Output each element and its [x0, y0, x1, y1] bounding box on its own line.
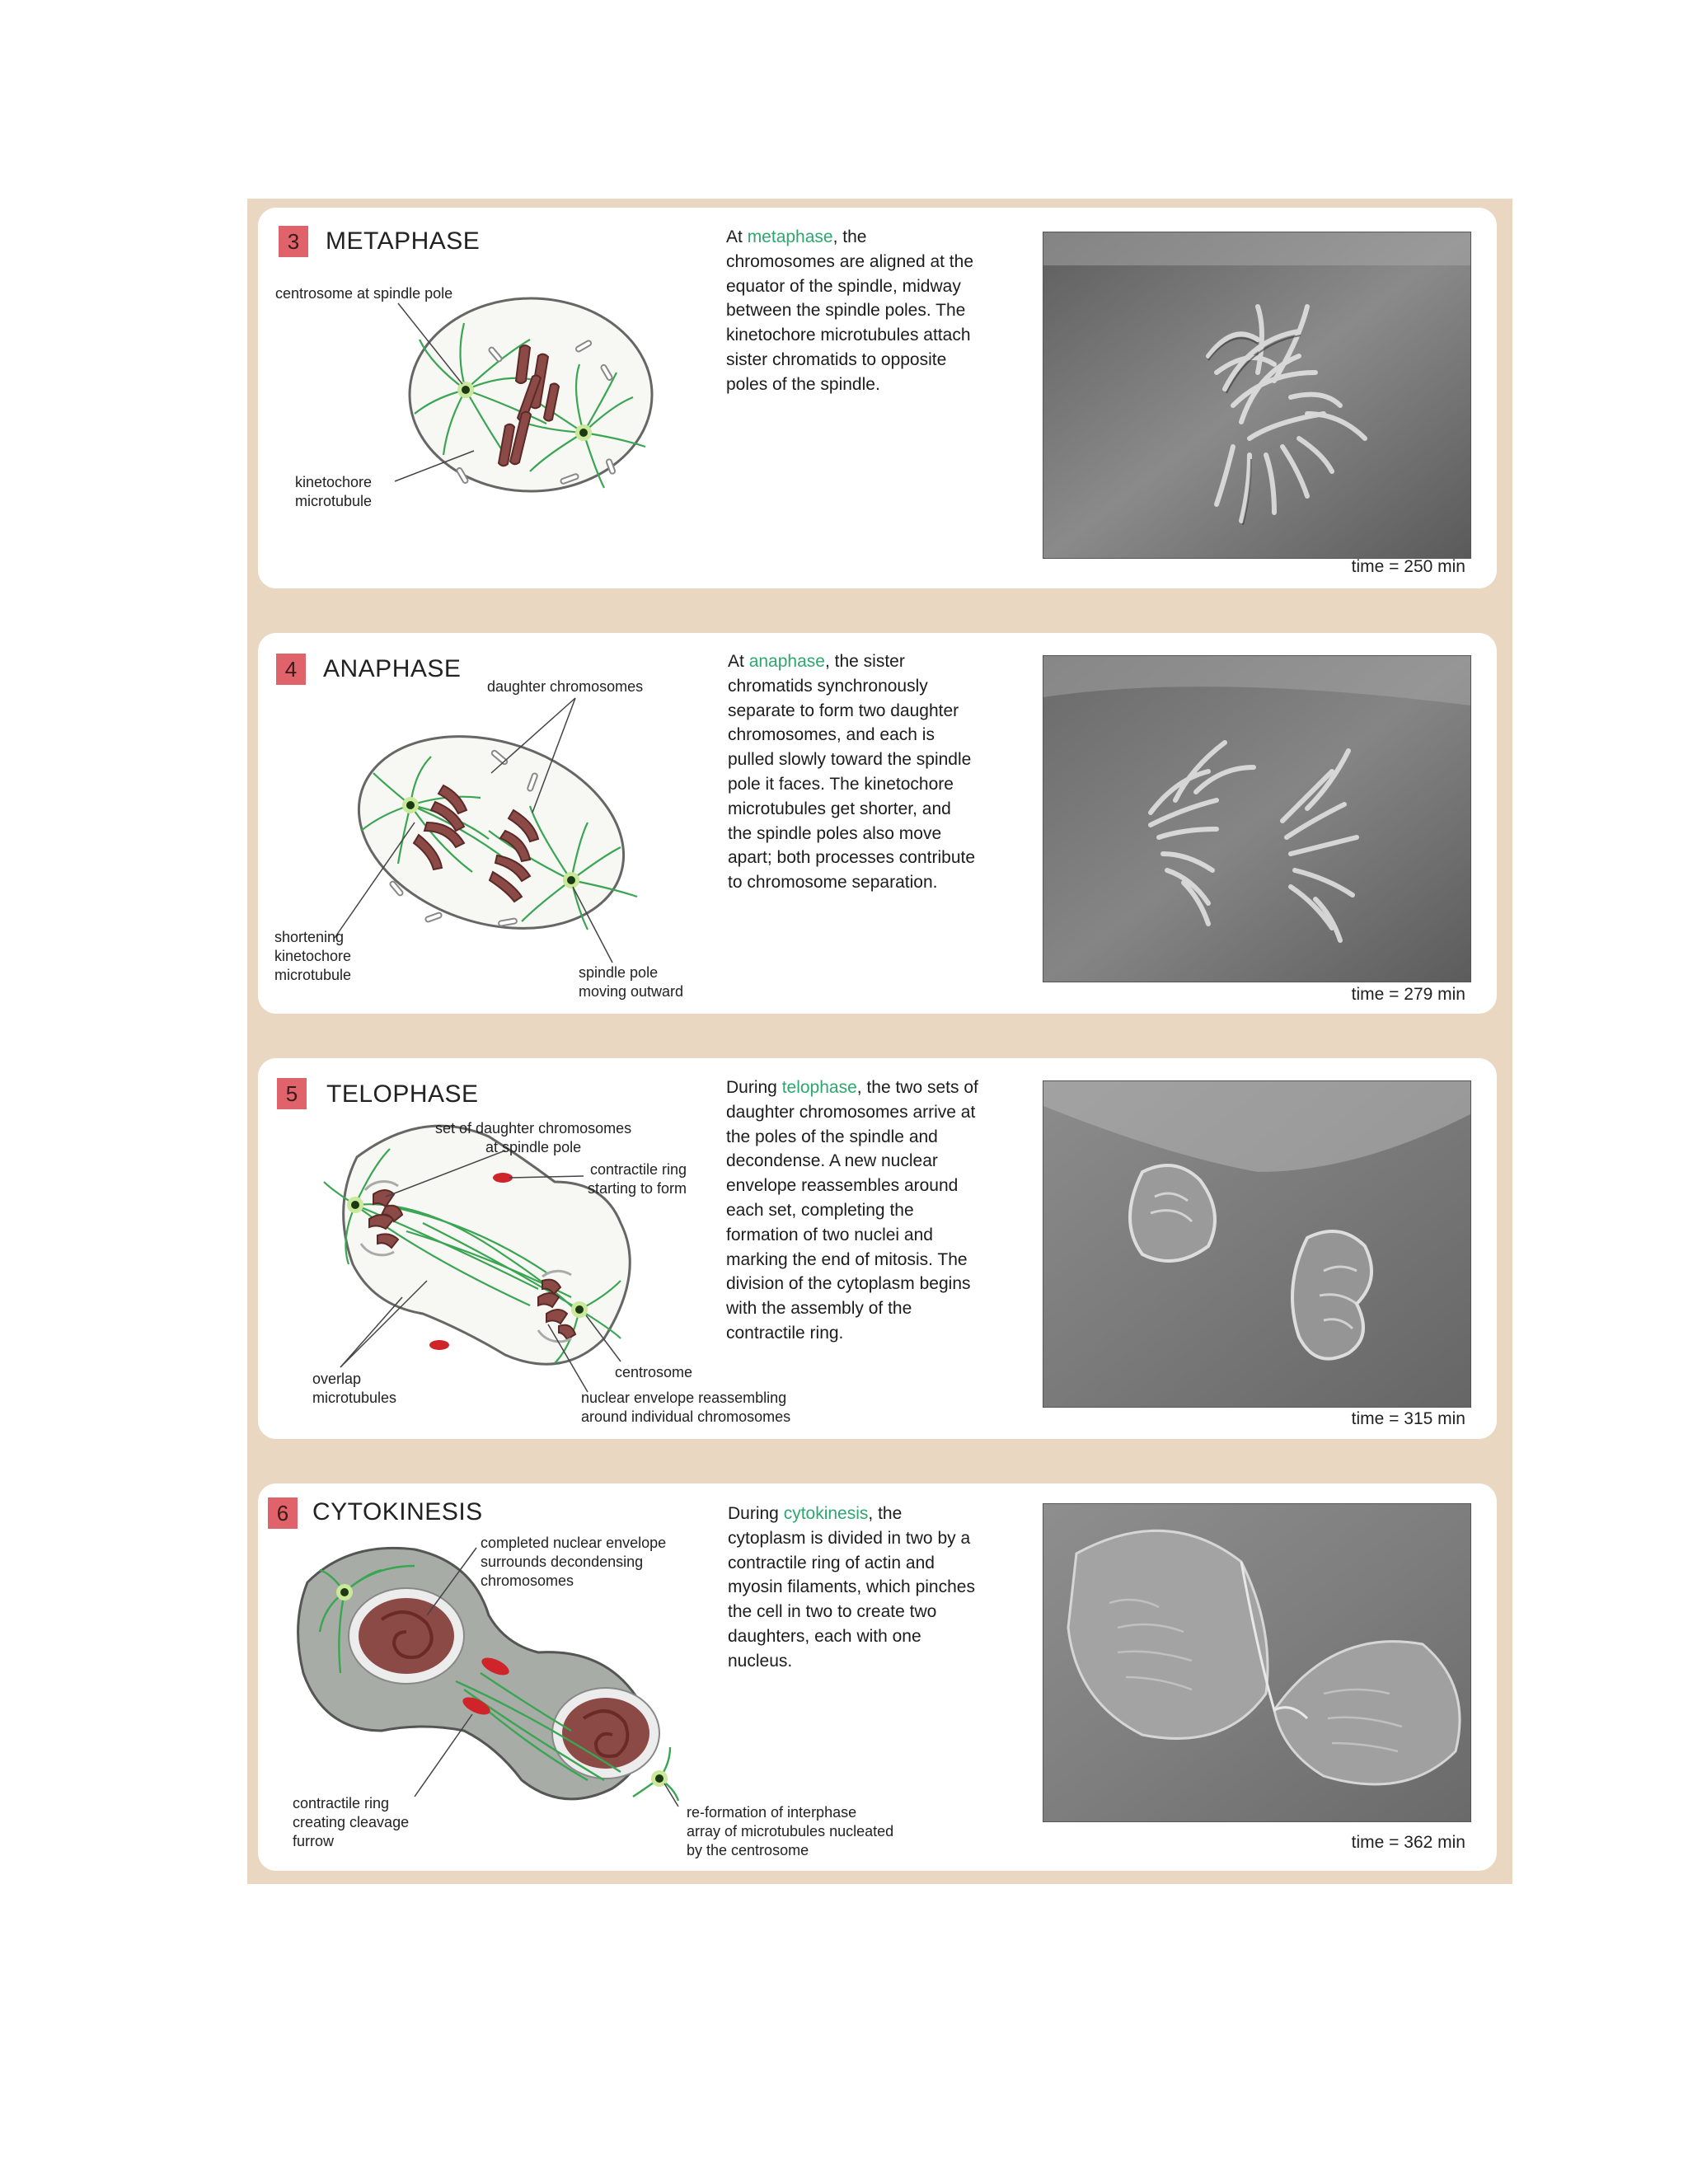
panel-title: TELOPHASE — [326, 1080, 479, 1108]
panel-metaphase — [258, 208, 1497, 588]
telophase-micrograph — [1043, 1080, 1471, 1408]
metaphase-diagram — [258, 208, 720, 588]
step-number-badge: 3 — [279, 226, 308, 257]
panel-description: At metaphase, the chromosomes are aligned at the equator of the spindle, midway between the spindle poles. The kinetochore microtubules attach sister chromatids to opposite poles of the spindle. — [726, 227, 973, 394]
panel-title: ANAPHASE — [323, 655, 462, 682]
label-centrosome: centrosome — [615, 1364, 693, 1380]
time-stamp: time = 362 min — [1351, 1833, 1465, 1852]
panel-description: During cytokinesis, the cytoplasm is divided in two by a contractile ring of actin and myosin filaments, which pinches the cell in two to create two daughters, each with one nucleus. — [728, 1504, 975, 1671]
anaphase-micrograph — [1043, 655, 1471, 982]
highlighted-term: cytokinesis — [783, 1504, 869, 1523]
label-interphase-microtubule-array: re-formation of interphase array of microtubules nucleated by the centrosome — [687, 1804, 894, 1858]
step-number-badge: 5 — [277, 1078, 307, 1109]
label-contractile-ring-forming: contractile ring starting to form — [588, 1161, 687, 1197]
panel-telophase — [258, 1058, 1497, 1439]
metaphase-micrograph — [1043, 232, 1471, 559]
label-centrosome-spindle-pole: centrosome at spindle pole — [275, 285, 453, 302]
label-contractile-ring-cleavage-furrow: contractile ring creating cleavage furrow — [293, 1795, 410, 1849]
highlighted-term: metaphase — [747, 227, 833, 246]
panel-title: METAPHASE — [326, 227, 481, 255]
cytokinesis-micrograph — [1043, 1503, 1471, 1822]
label-completed-nuclear-envelope: completed nuclear envelope surrounds decondensing chromosomes — [481, 1535, 667, 1589]
panel-cytokinesis — [258, 1483, 1497, 1871]
label-kinetochore-microtubule: kinetochore microtubule — [295, 474, 373, 509]
label-shortening-kinetochore-microtubule: shortening kinetochore microtubule — [274, 929, 352, 983]
step-number-badge: 6 — [268, 1497, 298, 1529]
label-daughter-chromosome-set: set of daughter chromosomes at spindle pole — [435, 1120, 632, 1155]
panel-description: During telophase, the two sets of daughter chromosomes arrive at the poles of the spindle and decondense. A new nuclear envelope reassembles around each set, completing the formation of two nuclei and marking the end of mitosis. The division of the cytoplasm begins with the assembly of the contractile ring. — [726, 1078, 978, 1343]
time-stamp: time = 250 min — [1351, 557, 1465, 576]
panel-title: CYTOKINESIS — [312, 1498, 483, 1526]
panel-description: At anaphase, the sister chromatids synchronously separate to form two daughter chromosomes, and each is pulled slowly toward the spindle pole it faces. The kinetochore microtubules get shorter, and the spindle poles also move apart; both processes contribute to chromosome separation. — [728, 652, 976, 893]
figure-frame — [247, 199, 1512, 1884]
time-stamp: time = 279 min — [1351, 985, 1465, 1004]
label-daughter-chromosomes: daughter chromosomes — [487, 678, 644, 695]
highlighted-term: telophase — [781, 1078, 857, 1097]
step-number-badge: 4 — [276, 654, 306, 685]
label-nuclear-envelope-reassembling: nuclear envelope reassembling around individual chromosomes — [581, 1390, 791, 1425]
label-spindle-pole-moving-outward: spindle pole moving outward — [579, 964, 684, 1000]
label-overlap-microtubules: overlap microtubules — [312, 1371, 397, 1406]
highlighted-term: anaphase — [748, 652, 825, 671]
panel-anaphase — [258, 633, 1497, 1014]
time-stamp: time = 315 min — [1351, 1409, 1465, 1428]
